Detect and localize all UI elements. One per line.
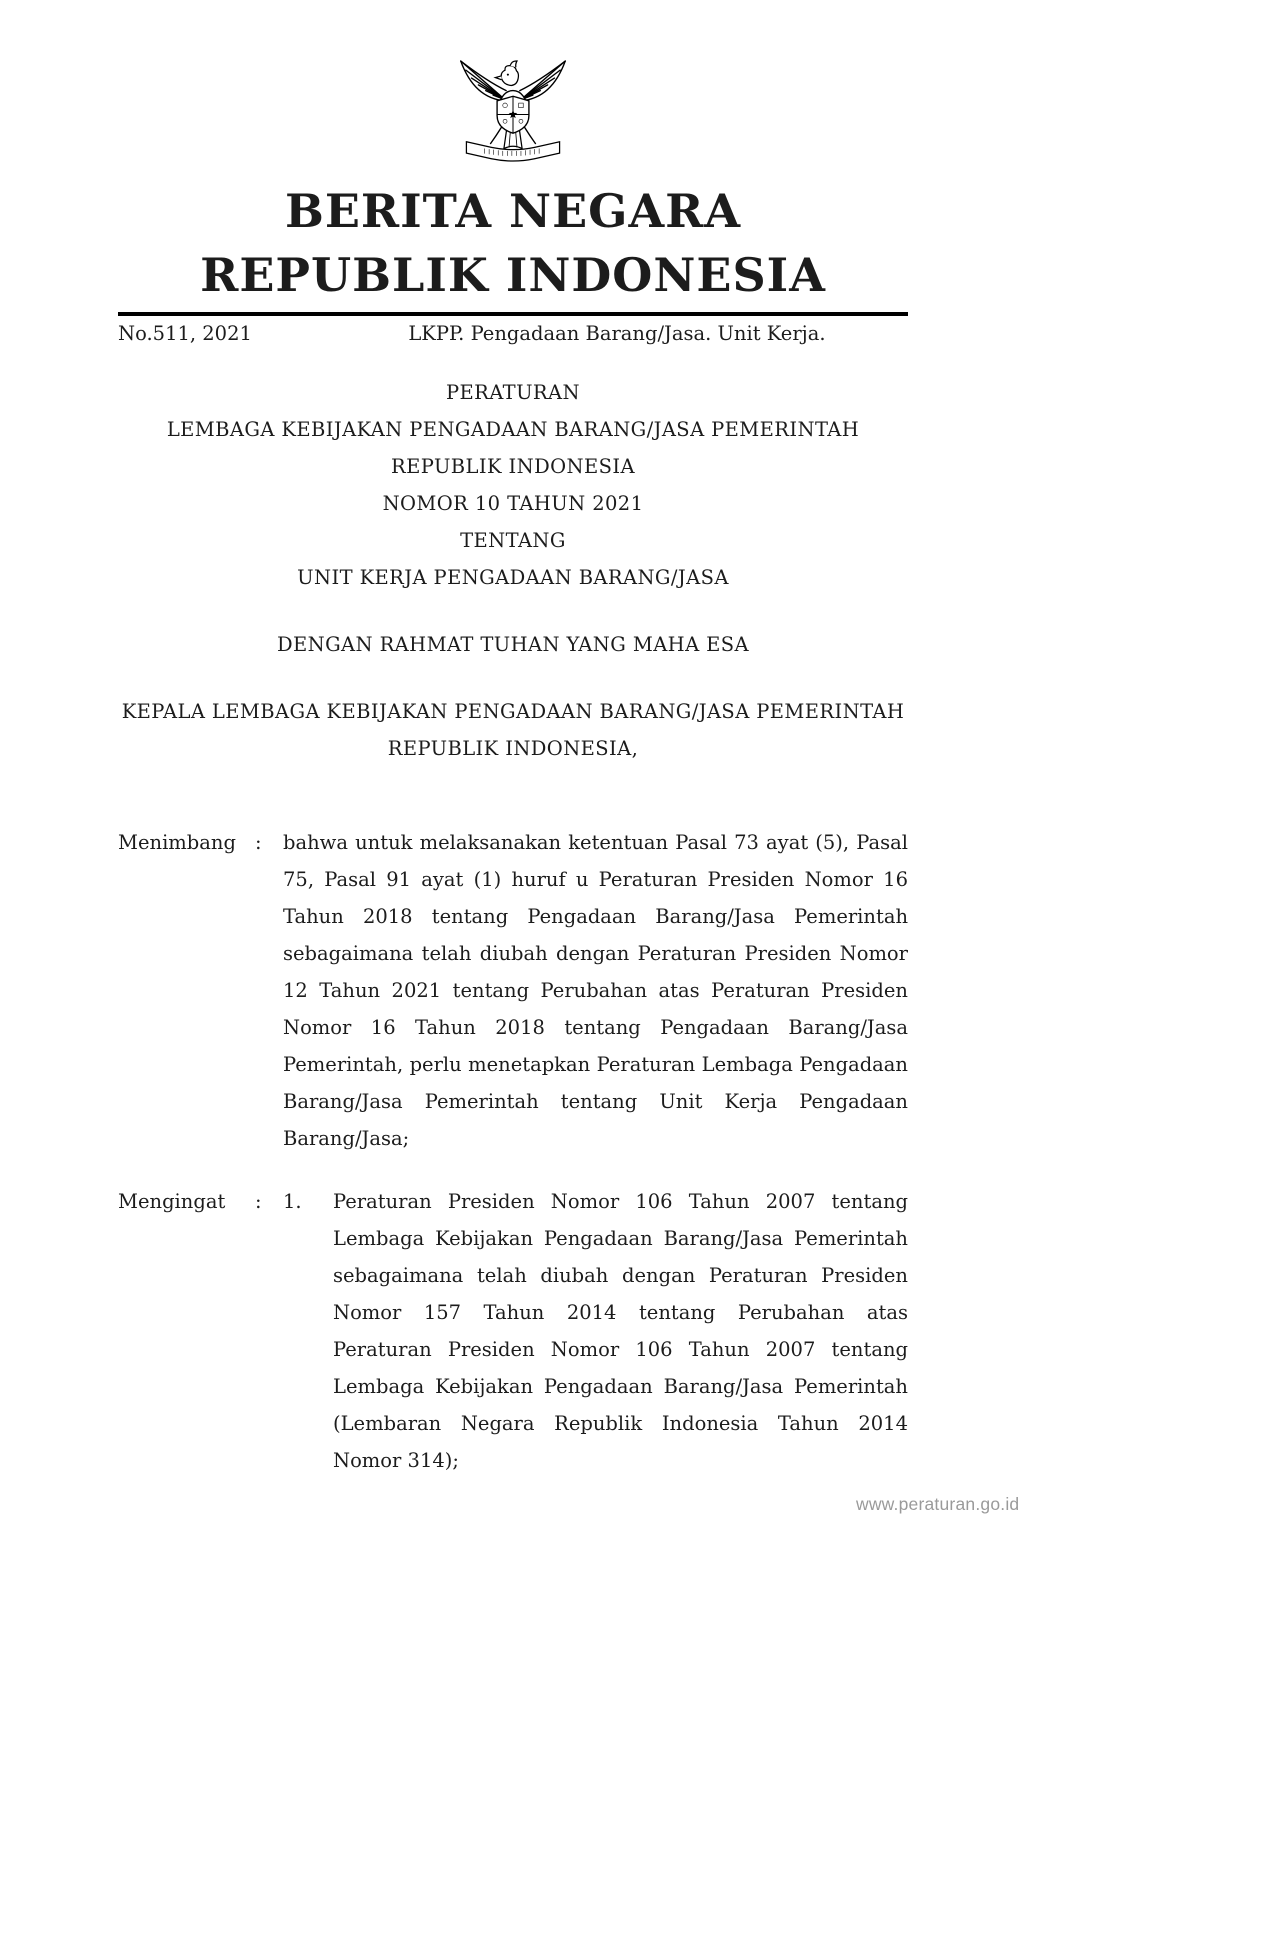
title-line-tentang: TENTANG bbox=[460, 529, 566, 552]
official-line2: REPUBLIK INDONESIA, bbox=[387, 737, 639, 760]
legal-basis-clause bbox=[118, 1183, 908, 1479]
title-line-lembaga: LEMBAGA KEBIJAKAN PENGADAAN BARANG/JASA PEMERINTAH bbox=[166, 418, 860, 441]
masthead-divider bbox=[118, 312, 908, 316]
document-content bbox=[118, 0, 908, 1479]
gazette-number: No.511, 2021 bbox=[118, 322, 252, 345]
title-line-republik: REPUBLIK INDONESIA bbox=[391, 455, 635, 478]
legal-basis-body bbox=[283, 1183, 908, 1479]
title-line-nomor: NOMOR 10 TAHUN 2021 bbox=[382, 492, 644, 515]
title-line-peraturan: PERATURAN bbox=[446, 381, 580, 404]
considerations-clause bbox=[118, 824, 908, 1157]
legal-basis-item-text: Peraturan Presiden Nomor 106 Tahun 2007 tentang Lembaga Kebijakan Pengadaan Barang/Jasa Pemerintah sebagaimana telah diubah dengan Peraturan Presiden Nomor 157 Tahun 2014 tentang Perubahan atas Peraturan Presiden Nomor 106 Tahun 2007 tentang Lembaga Kebijakan Pengadaan Barang/Jasa Pemerintah (Lembaran Negara Republik Indonesia Tahun 2014 Nomor 314); bbox=[333, 1190, 908, 1472]
regulation-title-block bbox=[118, 374, 908, 767]
masthead-title-line1: BERITA NEGARA bbox=[284, 184, 742, 238]
clauses-section bbox=[118, 824, 908, 1479]
official-line1: KEPALA LEMBAGA KEBIJAKAN PENGADAAN BARANG/JASA PEMERINTAH bbox=[121, 700, 905, 723]
invocation-line: DENGAN RAHMAT TUHAN YANG MAHA ESA bbox=[276, 633, 750, 656]
masthead-title-line2: REPUBLIK INDONESIA bbox=[200, 248, 826, 302]
gazette-meta-row bbox=[118, 321, 908, 347]
garuda-pancasila-emblem-icon bbox=[456, 44, 570, 169]
considerations-text: bahwa untuk melaksanakan ketentuan Pasal 73 ayat (5), Pasal 75, Pasal 91 ayat (1) huruf u Peraturan Presiden Nomor 16 Tahun 2018 tentang Pengadaan Barang/Jasa Pemerintah sebagaimana telah diubah dengan Peraturan Presiden Nomor 12 Tahun 2021 tentang Perubahan atas Peraturan Presiden Nomor 16 Tahun 2018 tentang Pengadaan Barang/Jasa Pemerintah, perlu menetapkan Peraturan Lembaga Pengadaan Barang/Jasa Pemerintah tentang Unit Kerja Pengadaan Barang/Jasa; bbox=[283, 831, 908, 1150]
watermark-url: www.peraturan.go.id bbox=[856, 1494, 1020, 1514]
legal-basis-label: Mengingat bbox=[118, 1190, 226, 1213]
legal-basis-item bbox=[283, 1183, 908, 1479]
spacer bbox=[118, 663, 908, 693]
legal-basis-colon: : bbox=[255, 1190, 262, 1213]
emblem-container bbox=[118, 44, 908, 174]
considerations-colon: : bbox=[255, 831, 262, 854]
considerations-label: Menimbang bbox=[118, 831, 236, 854]
spacer bbox=[118, 596, 908, 626]
title-line-subject: UNIT KERJA PENGADAAN BARANG/JASA bbox=[297, 566, 729, 589]
legal-basis-item-number: 1. bbox=[283, 1190, 302, 1213]
gazette-subject: LKPP. Pengadaan Barang/Jasa. Unit Kerja. bbox=[408, 322, 826, 345]
